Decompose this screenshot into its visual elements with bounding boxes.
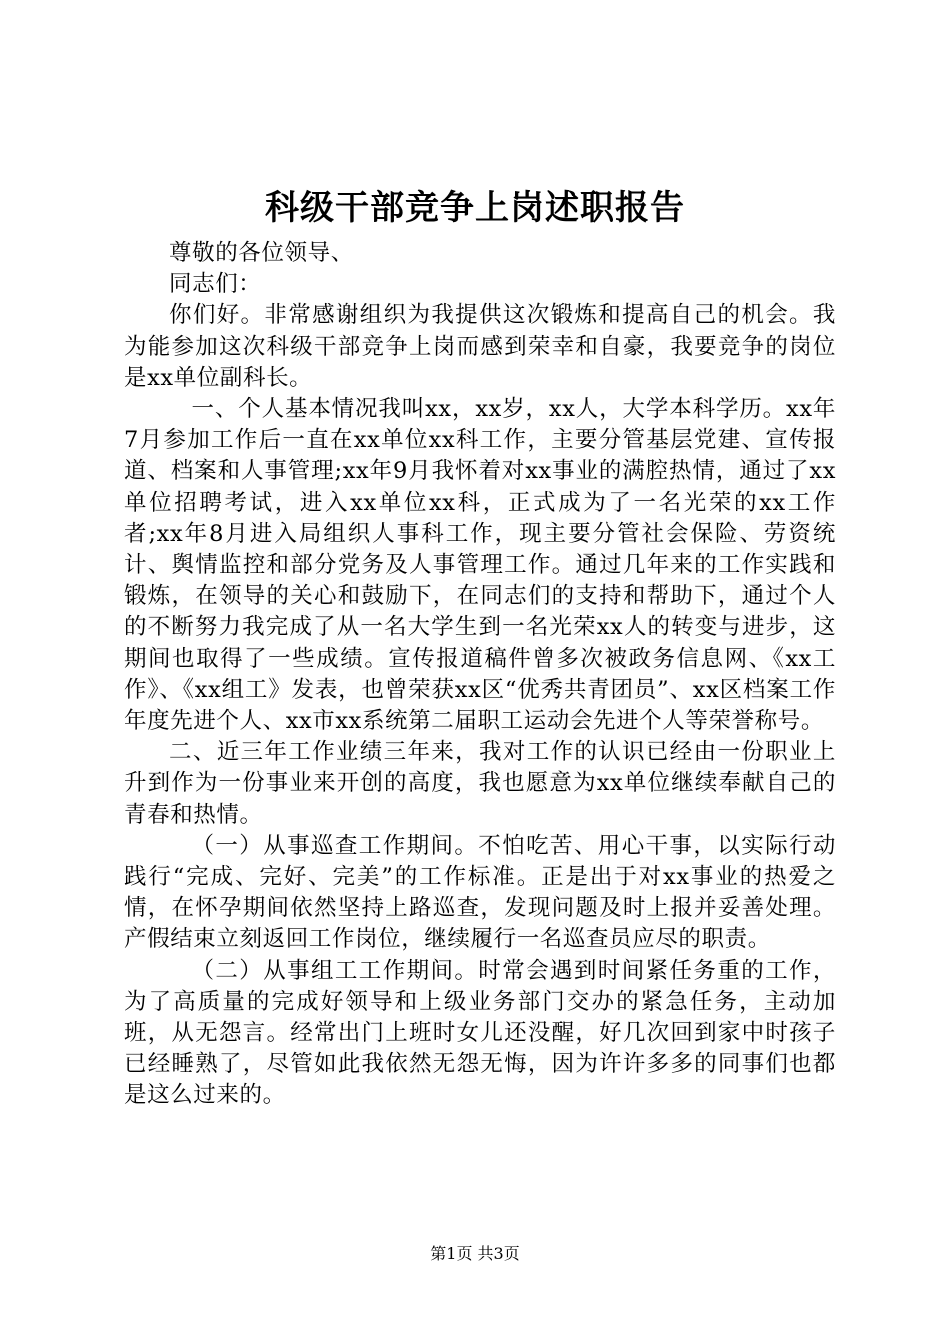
paragraph-work-achievements: 二、近三年工作业绩三年来，我对工作的认识已经由一份职业上升到作为一份事业来开创的高度，我也愿意为xx单位继续奉献自己的青春和热情。 bbox=[124, 739, 836, 828]
paragraph-patrol-work: （一）从事巡查工作期间。不怕吃苦、用心干事，以实际行动践行“完成、完好、完美”的工作标准。正是出于对xx事业的热爱之情，在怀孕期间依然坚持上路巡查，发现问题及时上报并妥善处理。产假结束立刻返回工作岗位，继续履行一名巡查员应尽的职责。 bbox=[124, 832, 836, 953]
document-title: 科级干部竞争上岗述职报告 bbox=[265, 188, 685, 228]
paragraph-greeting: 你们好。非常感谢组织为我提供这次锻炼和提高自己的机会。我为能参加这次科级干部竞争上岗而感到荣幸和自豪，我要竞争的岗位是xx单位副科长。 bbox=[124, 302, 836, 391]
salutation-line-2: 同志们： bbox=[169, 271, 262, 298]
paragraph-personal-info: 一、个人基本情况我叫xx，xx岁，xx人，大学本科学历。xx年7月参加工作后一直在xx单位xx科工作，主要分管基层党建、宣传报道、档案和人事管理;xx年9月我怀着对xx事业的满腔热情，通过了xx单位招聘考试，进入xx单位xx科，正式成为了一名光荣的xx工作者;xx年8月进入局组织人事科工作，现主要分管社会保险、劳资统计、舆情监控和部分党务及人事管理工作。通过几年来的工作实践和锻炼，在领导的关心和鼓励下，在同志们的支持和帮助下，通过个人的不断努力我完成了从一名大学生到一名光荣xx人的转变与进步，这期间也取得了一些成绩。宣传报道稿件曾多次被政务信息网、《xx工作》、《xx组工》发表，也曾荣获xx区“优秀共青团员”、xx区档案工作年度先进个人、xx市xx系统第二届职工运动会先进个人等荣誉称号。 bbox=[124, 396, 836, 735]
paragraph-organization-work: （二）从事组工工作期间。时常会遇到时间紧任务重的工作，为了高质量的完成好领导和上级业务部门交办的紧急任务，主动加班，从无怨言。经常出门上班时女儿还没醒，好几次回到家中时孩子已经睡熟了，尽管如此我依然无怨无悔，因为许许多多的同事们也都是这么过来的。 bbox=[124, 957, 836, 1109]
salutation-line-1: 尊敬的各位领导、 bbox=[169, 240, 354, 266]
document-body bbox=[124, 238, 836, 1112]
page-indicator: 第1页 共3页 bbox=[430, 1244, 520, 1263]
